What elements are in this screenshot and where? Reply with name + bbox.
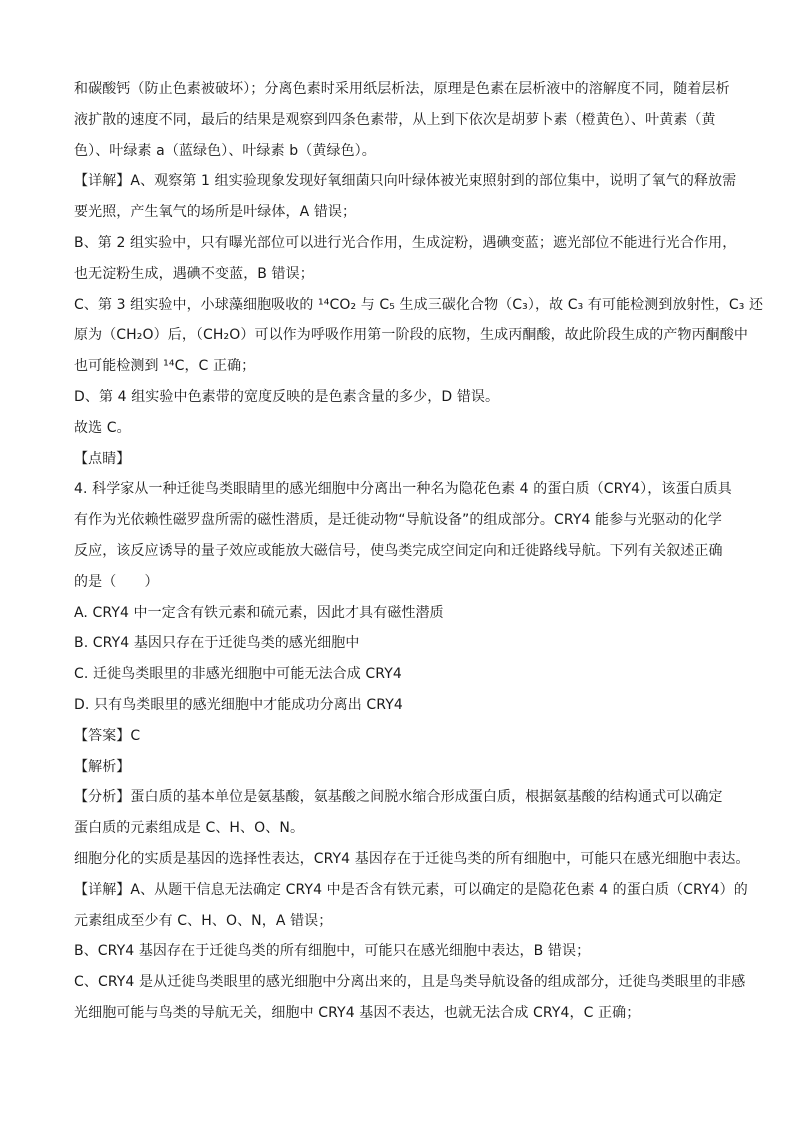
answer-line: 【答案】C [74, 727, 141, 744]
option-a: A. CRY4 中一定含有铁元素和硫元素，因此才具有磁性潜质 [74, 604, 444, 621]
text-line: C、第 3 组实验中，小球藻细胞吸收的 ¹⁴CO₂ 与 C₅ 生成三碳化合物（C₃），故 C₃ 有可能检测到放射性，C₃ 还 [74, 296, 764, 313]
text-line: 光细胞可能与鸟类的导航无关，细胞中 CRY4 基因不表达，也就无法合成 CRY4，C 正确； [74, 1004, 641, 1021]
text-line: 【详解】A、观察第 1 组实验现象发现好氧细菌只向叶绿体被光束照射到的部位集中，说明了氧气的释放需 [74, 173, 737, 190]
document-page [74, 74, 764, 1029]
question-stem: 4. 科学家从一种迁徙鸟类眼睛里的感光细胞中分离出一种名为隐花色素 4 的蛋白质（CRY4），该蛋白质具 [74, 481, 732, 498]
section-heading: 【解析】 [74, 758, 131, 775]
text-line: 元素组成至少有 C、H、O、N，A 错误； [74, 912, 333, 929]
text-line: B、CRY4 基因存在于迁徙鸟类的所有细胞中，可能只在感光细胞中表达，B 错误； [74, 943, 591, 960]
text-line: C、CRY4 是从迁徙鸟类眼里的感光细胞中分离出来的，且是鸟类导航设备的组成部分，迁徙鸟类眼里的非感 [74, 974, 746, 991]
text-line: 【分析】蛋白质的基本单位是氨基酸，氨基酸之间脱水缩合形成蛋白质，根据氨基酸的结构通式可以确定 [74, 789, 723, 806]
text-line: 和碳酸钙（防止色素被破坏）；分离色素时采用纸层析法，原理是色素在层析液中的溶解度不同，随着层析 [74, 81, 730, 97]
text-line: 【详解】A、从题干信息无法确定 CRY4 中是否含有铁元素，可以确定的是隐花色素 4 的蛋白质（CRY4）的 [74, 881, 748, 898]
option-b: B. CRY4 基因只存在于迁徙鸟类的感光细胞中 [74, 635, 360, 652]
text-line: 也无淀粉生成，遇碘不变蓝，B 错误； [74, 265, 314, 282]
section-heading: 【点睛】 [74, 450, 131, 467]
question-stem: 反应，该反应诱导的量子效应或能放大磁信号，使鸟类完成空间定向和迁徙路线导航。下列有关叙述正确 [74, 542, 723, 559]
text-line: 细胞分化的实质是基因的选择性表达，CRY4 基因存在于迁徙鸟类的所有细胞中，可能只在感光细胞中表达。 [74, 850, 750, 867]
text-line: 蛋白质的元素组成是 C、H、O、N。 [74, 820, 305, 837]
text-line: 液扩散的速度不同，最后的结果是观察到四条色素带，从上到下依次是胡萝卜素（橙黄色）、叶黄素（黄 [74, 111, 716, 128]
option-c: C. 迁徙鸟类眼里的非感光细胞中可能无法合成 CRY4 [74, 666, 402, 683]
text-line: B、第 2 组实验中，只有曝光部位可以进行光合作用，生成淀粉，遇碘变蓝；遮光部位不能进行光合作用， [74, 234, 737, 251]
text-line: 色）、叶绿素 a（蓝绿色）、叶绿素 b（黄绿色）。 [74, 142, 376, 159]
text-line: 要光照，产生氧气的场所是叶绿体，A 错误； [74, 204, 357, 221]
text-line: 原为（CH₂O）后，（CH₂O）可以作为呼吸作用第一阶段的底物，生成丙酮酸，故此阶段生成的产物丙酮酸中 [74, 327, 748, 344]
text-line: D、第 4 组实验中色素带的宽度反映的是色素含量的多少，D 错误。 [74, 388, 500, 405]
text-line: 也可能检测到 ¹⁴C，C 正确； [74, 358, 256, 375]
question-stem: 的是（ ） [74, 573, 159, 590]
text-line: 故选 C。 [74, 419, 131, 436]
option-d: D. 只有鸟类眼里的感光细胞中才能成功分离出 CRY4 [74, 696, 403, 713]
question-stem: 有作为光依赖性磁罗盘所需的磁性潜质，是迁徙动物“导航设备”的组成部分。CRY4 能参与光驱动的化学 [74, 512, 722, 529]
